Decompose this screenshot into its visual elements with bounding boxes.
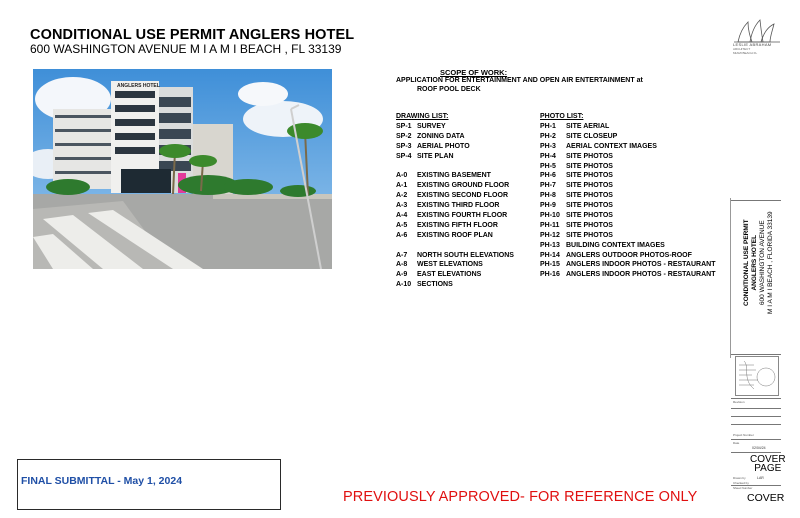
drawing-list-item (396, 123, 514, 133)
drawing-code: SP-4 (396, 152, 412, 160)
previously-approved-notice: PREVIOUSLY APPROVED- FOR REFERENCE ONLY (343, 489, 698, 505)
drawing-list (396, 113, 514, 291)
final-submittal-text: FINAL SUBMITTAL - May 1, 2024 (21, 475, 183, 487)
architect-seal-stamp (735, 356, 779, 396)
project-line: ANGLERS HOTEL (751, 234, 758, 291)
photo-list-item (540, 232, 715, 242)
photo-code: PH-9 (540, 202, 556, 210)
drawing-list-item (396, 143, 514, 153)
photo-list-item (540, 222, 715, 232)
photo-title: SITE PHOTOS (566, 202, 613, 210)
title-block-divider (731, 424, 781, 425)
photo-code: PH-12 (540, 231, 560, 239)
drawing-title: EXISTING GROUND FLOOR (417, 182, 510, 190)
photo-title: SITE PHOTOS (566, 162, 613, 170)
site-photo (33, 69, 332, 269)
photo-list (540, 113, 715, 281)
checked-by-label: Checked by (733, 481, 749, 485)
photo-title: SITE PHOTOS (566, 172, 613, 180)
list-spacer (396, 242, 514, 252)
drawing-title: SITE PLAN (417, 152, 454, 160)
drawing-list-item (396, 133, 514, 143)
photo-title: SITE PHOTOS (566, 221, 613, 229)
drawing-list-item (396, 261, 514, 271)
title-block-divider (731, 452, 781, 453)
photo-code: PH-3 (540, 142, 556, 150)
photo-list-item (540, 143, 715, 153)
drawing-code: A-2 (396, 192, 408, 200)
architect-firm-lines (733, 47, 757, 55)
drawing-code: A-1 (396, 182, 408, 190)
sheet-number: COVER (747, 492, 785, 504)
photo-title: SITE CLOSEUP (566, 132, 618, 140)
photo-title: AERIAL CONTEXT IMAGES (566, 142, 657, 150)
drawing-code: A-6 (396, 231, 408, 239)
title-block-divider (731, 354, 781, 355)
drawing-title: EXISTING FIFTH FLOOR (417, 221, 498, 229)
photo-code: PH-16 (540, 271, 560, 279)
drawing-list-item (396, 222, 514, 232)
drawing-list-item (396, 212, 514, 222)
drawing-code: A-7 (396, 251, 408, 259)
photo-list-heading: PHOTO LIST: (540, 113, 584, 120)
photo-list-item (540, 271, 715, 281)
list-spacer (396, 163, 514, 173)
drawing-code: SP-2 (396, 132, 412, 140)
drawing-code: A-9 (396, 271, 408, 279)
scope-of-work-heading: SCOPE OF WORK: (440, 68, 508, 77)
project-line: 600 WASHINGTON AVENUE (759, 220, 766, 306)
drawing-code: SP-3 (396, 142, 412, 150)
scope-of-work-line-2: ROOF POOL DECK (417, 86, 481, 93)
drawing-title: ZONING DATA (417, 132, 465, 140)
photo-code: PH-14 (540, 251, 560, 259)
drawing-title: WEST ELEVATIONS (417, 261, 483, 269)
photo-title: SITE PHOTOS (566, 231, 613, 239)
photo-code: PH-8 (540, 192, 556, 200)
drawing-title: EXISTING SECOND FLOOR (417, 192, 509, 200)
project-line: M I A M I BEACH , FLORIDA 33139 (767, 211, 774, 314)
drawing-list-item (396, 172, 514, 182)
architect-firm-name: LESLIE ABRAHAM (733, 42, 772, 47)
firm-line: ARCHITECT (733, 47, 751, 51)
final-submittal-box (17, 459, 281, 510)
firm-line: MIAMI BEACH FL (733, 51, 758, 55)
drawn-by-label: Drawn by (733, 476, 746, 480)
photo-code: PH-6 (540, 172, 556, 180)
title-block-divider (731, 485, 781, 486)
drawing-code: A-0 (396, 172, 408, 180)
date-value: 02/04/24 (752, 446, 766, 450)
photo-title: ANGLERS OUTDOOR PHOTOS-ROOF (566, 251, 692, 259)
drawing-title: EXISTING FOURTH FLOOR (417, 212, 508, 220)
drawing-list-item (396, 192, 514, 202)
title-block-border (730, 198, 731, 358)
drawing-list-item (396, 252, 514, 262)
sheet-title-line: PAGE (754, 463, 782, 474)
drawing-code: A-3 (396, 202, 408, 210)
photo-title: ANGLERS INDOOR PHOTOS - RESTAURANT (566, 261, 716, 269)
drawing-list-heading: DRAWING LIST: (396, 113, 449, 120)
title-block-divider (731, 200, 781, 201)
photo-code: PH-13 (540, 241, 560, 249)
drawing-title: SURVEY (417, 123, 446, 130)
project-line: CONDITIONAL USE PERMIT (743, 219, 750, 306)
sheet-number-label: Sheet Number (733, 486, 753, 490)
photo-list-item (540, 242, 715, 252)
title-block-divider (731, 439, 781, 440)
photo-list-item (540, 172, 715, 182)
project-number-label: Project Number (733, 433, 754, 437)
photo-code: PH-10 (540, 212, 560, 220)
sheet-title-line: COVER (750, 454, 786, 465)
revision-label: Revision (733, 400, 745, 404)
drawing-code: SP-1 (396, 123, 412, 130)
drawing-code: A-10 (396, 281, 412, 289)
hotel-sign-text: ANGLERS HOTEL (117, 83, 160, 89)
photo-list-item (540, 123, 715, 133)
photo-title: ANGLERS INDOOR PHOTOS - RESTAURANT (566, 271, 716, 279)
photo-list-item (540, 182, 715, 192)
photo-list-item (540, 192, 715, 202)
photo-code: PH-15 (540, 261, 560, 269)
drawing-title: EXISTING THIRD FLOOR (417, 202, 500, 210)
drawing-list-item (396, 271, 514, 281)
photo-title: SITE PHOTOS (566, 212, 613, 220)
photo-title: SITE PHOTOS (566, 192, 613, 200)
photo-list-item (540, 261, 715, 271)
photo-title: SITE PHOTOS (566, 152, 613, 160)
photo-list-item (540, 163, 715, 173)
drawing-code: A-8 (396, 261, 408, 269)
drawing-code: A-5 (396, 221, 408, 229)
title-block-divider (731, 408, 781, 409)
date-label: Date (733, 441, 740, 445)
photo-code: PH-11 (540, 221, 560, 229)
project-address: 600 WASHINGTON AVENUE M I A M I BEACH , FL 33139 (30, 42, 342, 56)
drawing-code: A-4 (396, 212, 408, 220)
photo-code: PH-5 (540, 162, 556, 170)
scope-of-work-line-1: APPLICATION FOR ENTERTAINMENT AND OPEN AIR ENTERTAINMENT at (396, 77, 643, 84)
drawing-title: EXISTING BASEMENT (417, 172, 491, 180)
title-block-divider (731, 398, 781, 399)
photo-code: PH-2 (540, 132, 556, 140)
photo-code: PH-1 (540, 123, 556, 130)
photo-title: SITE AERIAL (566, 123, 610, 130)
drawing-title: NORTH SOUTH ELEVATIONS (417, 251, 514, 259)
photo-list-item (540, 133, 715, 143)
drawing-list-item (396, 182, 514, 192)
drawing-list-item (396, 281, 514, 291)
drawing-title: EAST ELEVATIONS (417, 271, 482, 279)
title-block-divider (731, 416, 781, 417)
drawing-title: AERIAL PHOTO (417, 142, 470, 150)
drawn-by-value: LAR (757, 476, 764, 480)
photo-list-item (540, 153, 715, 163)
photo-list-item (540, 212, 715, 222)
photo-list-item (540, 252, 715, 262)
sheet-title (750, 455, 786, 473)
drawing-list-item (396, 153, 514, 163)
photo-code: PH-7 (540, 182, 556, 190)
drawing-title: SECTIONS (417, 281, 453, 289)
photo-code: PH-4 (540, 152, 556, 160)
photo-title: BUILDING CONTEXT IMAGES (566, 241, 665, 249)
photo-list-item (540, 202, 715, 212)
photo-title: SITE PHOTOS (566, 182, 613, 190)
drawing-list-item (396, 202, 514, 212)
drawing-title: EXISTING ROOF PLAN (417, 231, 493, 239)
project-title: CONDITIONAL USE PERMIT ANGLERS HOTEL (30, 27, 355, 43)
drawing-list-item (396, 232, 514, 242)
